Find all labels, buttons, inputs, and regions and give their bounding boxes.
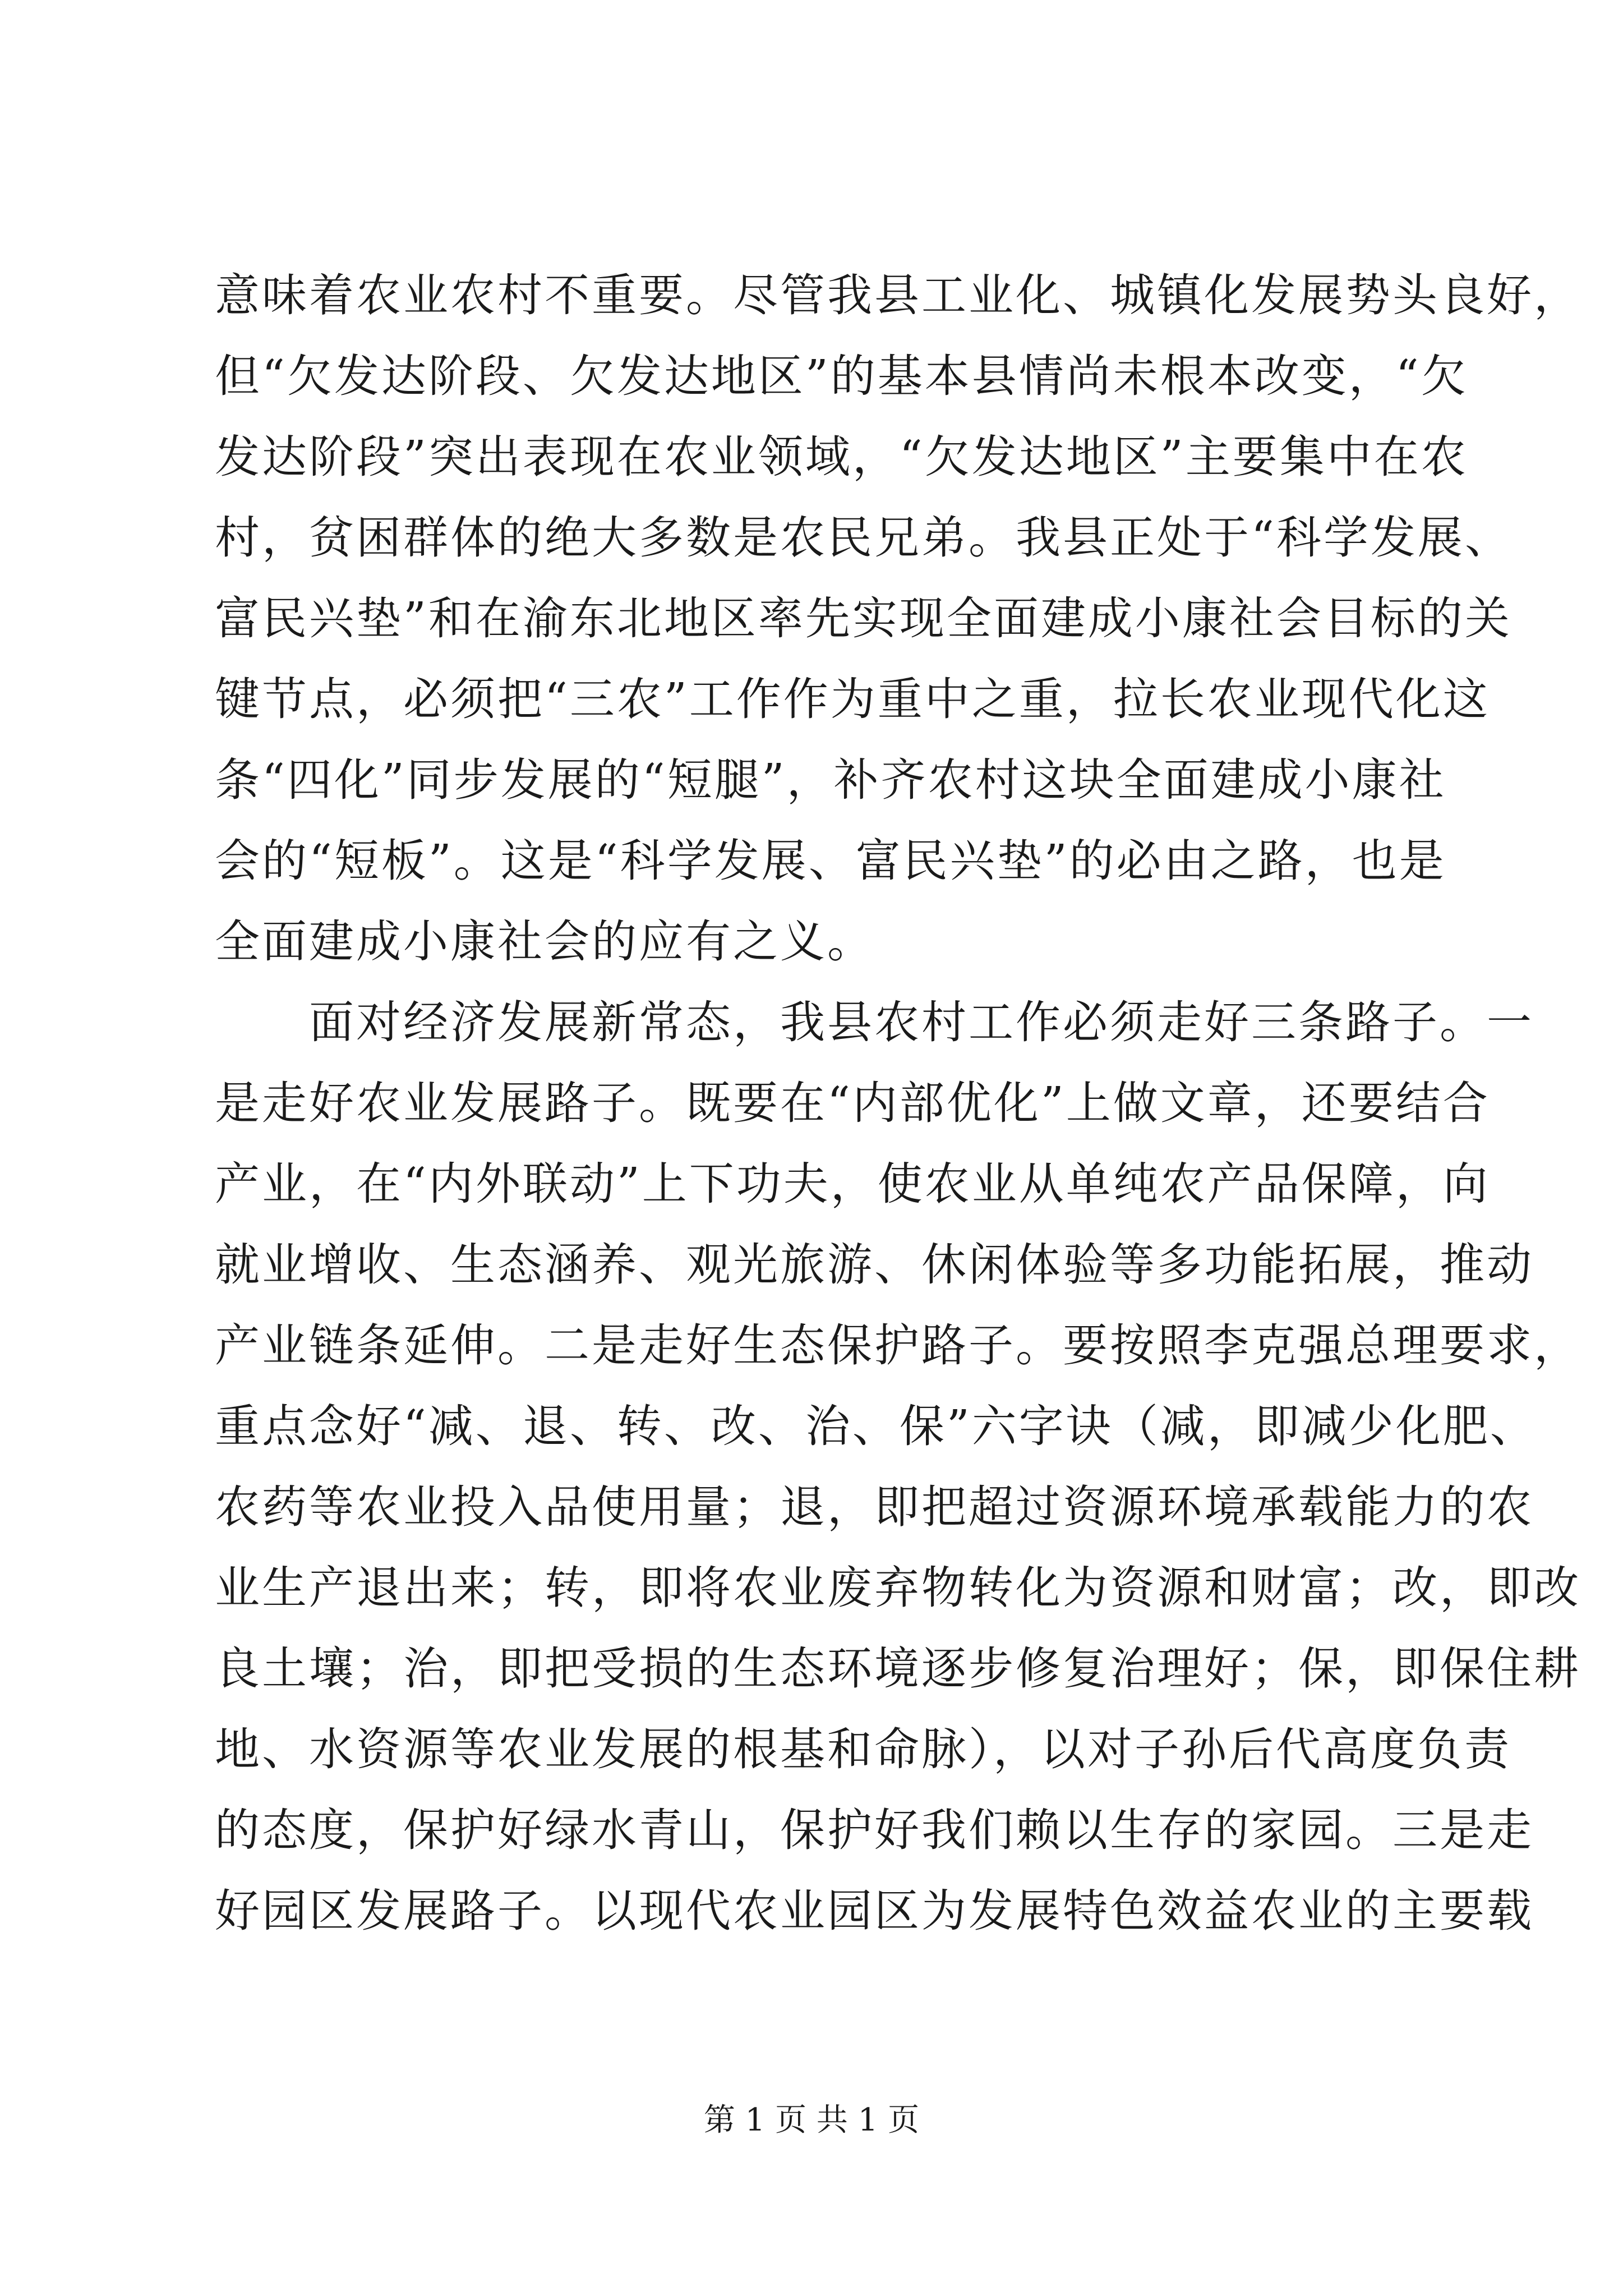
text-line: 就业增收、生态涵养、观光旅游、休闲体验等多功能拓展，推动 <box>215 1239 1534 1291</box>
text-line: 地、水资源等农业发展的根基和命脉），以对子孙后代高度负责 <box>215 1723 1511 1775</box>
text-line: 农药等农业投入品使用量；退，即把超过资源环境承载能力的农 <box>215 1481 1534 1533</box>
text-line: 全面建成小康社会的应有之义。 <box>215 915 874 968</box>
page-footer <box>0 2098 1623 2143</box>
text-line: 意味着农业农村不重要。尽管我县工业化、城镇化发展势头良好， <box>215 269 1581 321</box>
text-line: 富民兴垫”和在渝东北地区率先实现全面建成小康社会目标的关 <box>215 592 1512 645</box>
text-line: 业生产退出来；转，即将农业废弃物转化为资源和财富；改，即改 <box>215 1562 1581 1614</box>
text-line: 的态度，保护好绿水青山，保护好我们赖以生存的家园。三是走 <box>215 1804 1534 1856</box>
text-line: 条“四化”同步发展的“短腿”，补齐农村这块全面建成小康社 <box>215 754 1446 806</box>
text-line: 产业链条延伸。二是走好生态保护路子。要按照李克强总理要求， <box>215 1319 1581 1372</box>
text-line: 但“欠发达阶段、欠发达地区”的基本县情尚未根本改变，“欠 <box>215 350 1468 402</box>
text-line: 发达阶段”突出表现在农业领域，“欠发达地区”主要集中在农 <box>215 431 1468 483</box>
text-line: 村，贫困群体的绝大多数是农民兄弟。我县正处于“科学发展、 <box>215 512 1512 564</box>
text-line: 会的“短板”。这是“科学发展、富民兴垫”的必由之路，也是 <box>215 835 1446 887</box>
body-text <box>215 255 1581 1952</box>
text-line: 好园区发展路子。以现代农业园区为发展特色效益农业的主要载 <box>215 1885 1534 1937</box>
text-line: 面对经济发展新常态，我县农村工作必须走好三条路子。一 <box>215 996 1534 1048</box>
text-line: 键节点，必须把“三农”工作作为重中之重，拉长农业现代化这 <box>215 673 1490 725</box>
text-line: 重点念好“减、退、转、改、治、保”六字诀（减，即减少化肥、 <box>215 1400 1537 1452</box>
text-line: 是走好农业发展路子。既要在“内部优化”上做文章，还要结合 <box>215 1077 1490 1129</box>
text-line: 产业，在“内外联动”上下功夫，使农业从单纯农产品保障，向 <box>215 1158 1490 1210</box>
page-number-indicator: 第 1 页 共 1 页 <box>703 2102 920 2138</box>
text-line: 良土壤；治，即把受损的生态环境逐步修复治理好；保，即保住耕 <box>215 1642 1581 1695</box>
